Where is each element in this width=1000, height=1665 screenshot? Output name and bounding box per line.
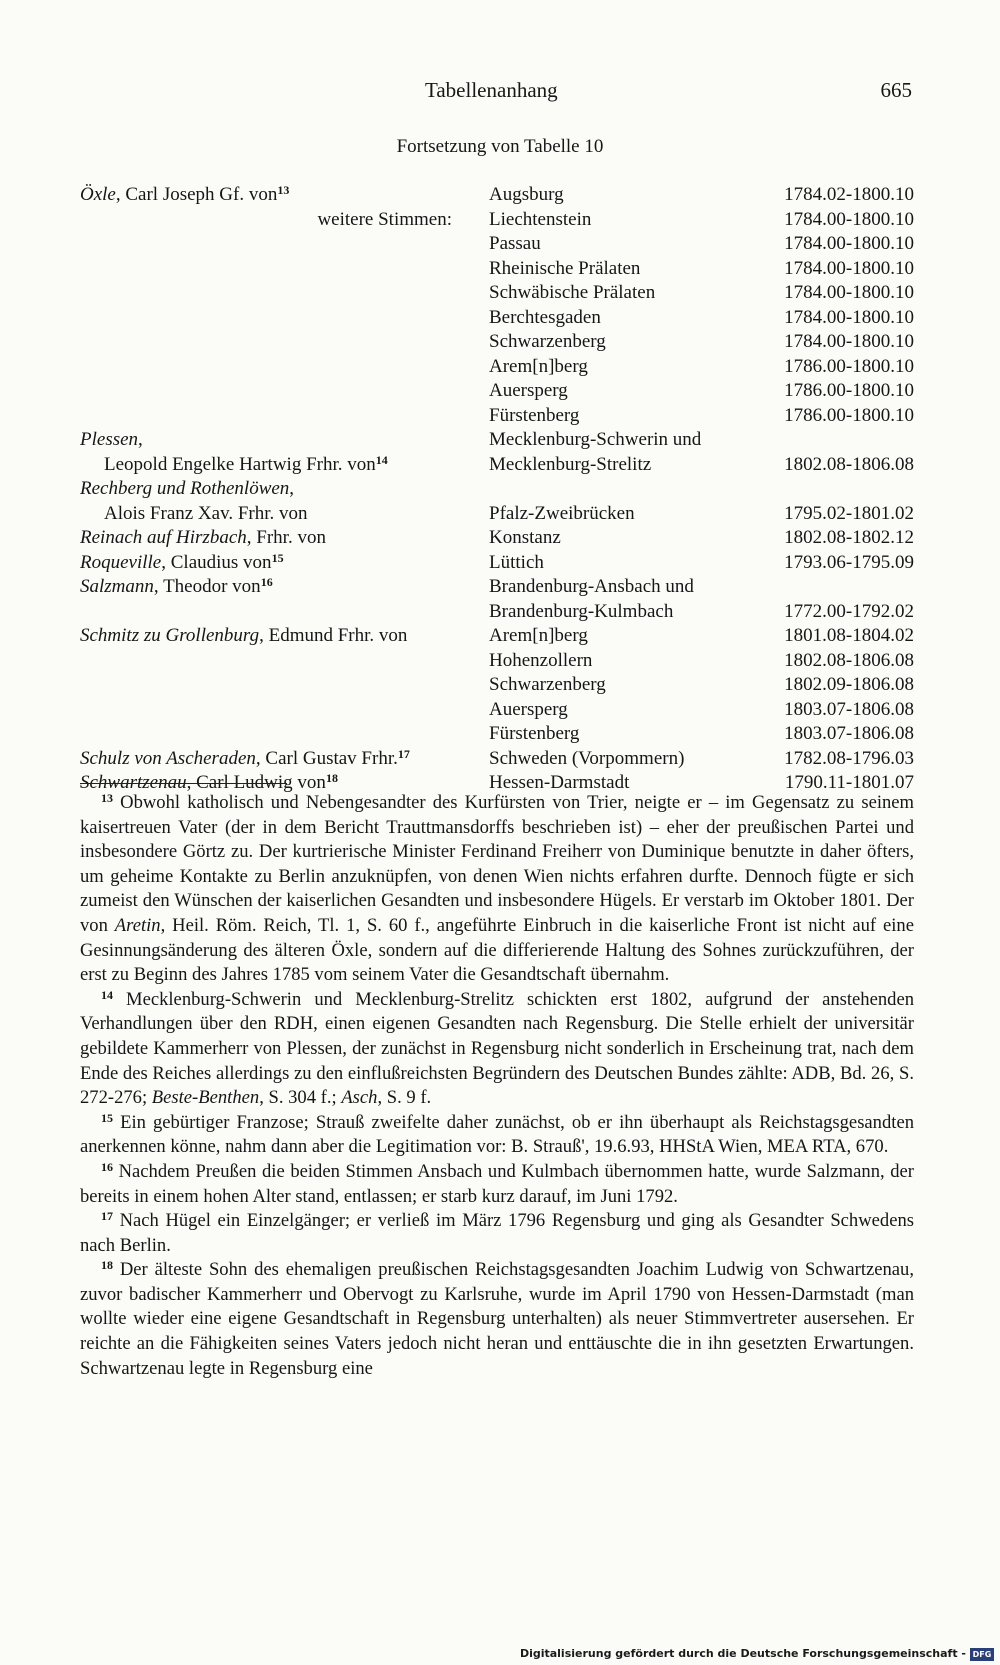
vote-territory: Auersperg: [489, 380, 568, 401]
tenure-dates: 1784.00-1800.10: [784, 282, 914, 303]
table-row: [0, 232, 1000, 257]
tenure-dates: 1784.00-1800.10: [784, 331, 914, 352]
tenure-dates: 1793.06-1795.09: [784, 551, 914, 573]
tenure-dates: 1802.08-1802.12: [784, 527, 914, 548]
vote-territory: Pfalz-Zweibrücken: [489, 502, 635, 524]
table-row: [0, 330, 1000, 355]
table-row: [0, 208, 1000, 233]
dfg-logo-icon[interactable]: DFG: [970, 1648, 994, 1661]
vote-territory: Arem[n]berg: [489, 355, 588, 377]
vote-territory: Brandenburg-Kulmbach: [489, 600, 674, 622]
footnote: $^{16}$ Nachdem Preußen die beiden Stimmen Ansbach und Kulmbach übernommen hatte, wurde Salzmann, der bereits in einem hohen Alter stand, entlassen; er starb kurz darauf, im Juni 1792.: [80, 1159, 914, 1207]
table-row: [0, 673, 1000, 698]
envoy-name: Schulz von Ascheraden, Carl Gustav Frhr.$^{17}$: [80, 746, 410, 769]
vote-territory: Mecklenburg-Schwerin und: [489, 429, 702, 450]
envoy-name: Salzmann, Theodor von$^{16}$: [80, 575, 273, 597]
table-row: [0, 257, 1000, 282]
table-row: [0, 649, 1000, 674]
tenure-dates: 1790.11-1801.07: [784, 772, 914, 793]
footnotes: [80, 791, 914, 1381]
tenure-dates: 1795.02-1801.02: [784, 502, 914, 524]
vote-territory: Augsburg: [489, 184, 564, 205]
envoy-name: Roqueville, Claudius von$^{15}$: [80, 550, 284, 573]
tenure-dates: 1802.08-1806.08: [784, 453, 914, 475]
tenure-dates: 1784.00-1800.10: [784, 233, 914, 254]
envoy-name: Plessen,: [80, 429, 143, 450]
footnote: $^{13}$ Obwohl katholisch und Nebengesandter des Kurfürsten von Trier, neigte er – im Gegensatz zu seinem kaisertreuen Vater (der in dem Bericht Trauttmansdorffs beschrieben ist) – eher der preußischen Partei und insbesondere Görtz zu. Der kurtrierische Minister Ferdinand Freiherr von Duminique benutzte in daher öfters, um geheime Kontakte zu Berlin anzuknüpfen, von denen Wien nichts erfahren durfte. Dennoch fügte er sich zumeist den Wünschen der kaiserlichen Gesandten und insbesondere Hügels. Er verstarb im Oktober 1801. Der von Aretin, Heil. Röm. Reich, Tl. 1, S. 60 f., angeführte Einbruch in die kaiserliche Front ist nicht auf eine Gesinnungsänderung des älteren Öxle, sondern auf die differierende Haltung des Sohnes zurückzuführen, der erst zu Beginn des Jahres 1785 vom seinem Vater die Gesandtschaft übernahm.: [80, 791, 914, 986]
tenure-dates: 1802.08-1806.08: [784, 649, 914, 671]
vote-territory: Fürstenberg: [489, 404, 580, 426]
footnote: $^{17}$ Nach Hügel ein Einzelgänger; er verließ im März 1796 Regensburg und ging als Gesandter Schwedens nach Berlin.: [80, 1209, 914, 1256]
tenure-dates: 1784.02-1800.10: [784, 184, 914, 205]
table-row: [0, 404, 1000, 429]
table-row: [0, 355, 1000, 380]
vote-territory: Hohenzollern: [489, 649, 593, 671]
vote-territory: Brandenburg-Ansbach und: [489, 576, 694, 597]
page-header: [0, 78, 1000, 108]
vote-territory: Passau: [489, 233, 541, 254]
table-row: [0, 722, 1000, 747]
envoy-table: [0, 183, 1000, 796]
vote-territory: Auersperg: [489, 698, 568, 720]
vote-territory: Konstanz: [489, 527, 561, 548]
tenure-dates: 1803.07-1806.08: [784, 723, 914, 744]
footnote: $^{18}$ Der älteste Sohn des ehemaligen preußischen Reichstagsgesandten Joachim Ludwig von Schwartzenau, zuvor badischer Kammerherr und Obervogt zu Karlsruhe, wurde im April 1790 von Hessen-Darmstadt (man wollte wieder eine eigene Gesandtschaft in Regensburg unterhalten) als neuer Stimmvertreter ausersehen. Er reichte an die Fähigkeiten seines Vaters jedoch nicht heran und enttäuschte die in ihn gesetzten Erwartungen. Schwartzenau legte in Regensburg eine: [80, 1258, 914, 1379]
envoy-name: Rechberg und Rothenlöwen,: [80, 478, 295, 499]
tenure-dates: 1772.00-1792.02: [784, 600, 914, 622]
vote-territory: Mecklenburg-Strelitz: [489, 453, 652, 475]
footnote-separator: [80, 783, 287, 784]
vote-territory: Schweden (Vorpommern): [489, 747, 685, 769]
table-row: [0, 502, 1000, 527]
footnote: $^{14}$ Mecklenburg-Schwerin und Mecklenburg-Strelitz schickten erst 1802, aufgrund der anstehenden Verhandlungen über den RDH, einen eigenen Gesandten nach Regensburg. Die Stelle erhielt der universitär gebildete Kammerherr von Plessen, der zunächst in Regensburg nicht sonderlich in Erscheinung trat, nach dem Ende des Reiches allerdings zu den einflußreichsten Begründern des Deutschen Bundes zählte: ADB, Bd. 26, S. 272-276; Beste-Benthen, S. 304 f.; Asch, S. 9 f.: [80, 987, 914, 1109]
tenure-dates: 1803.07-1806.08: [784, 698, 914, 720]
tenure-dates: 1784.00-1800.10: [784, 208, 914, 230]
vote-territory: Schwäbische Prälaten: [489, 282, 656, 303]
vote-territory: Arem[n]berg: [489, 625, 588, 646]
envoy-name: Reinach auf Hirzbach, Frhr. von: [80, 527, 326, 548]
table-row: [0, 306, 1000, 331]
tenure-dates: 1786.00-1800.10: [784, 380, 914, 401]
vote-territory: Liechtenstein: [489, 208, 592, 230]
envoy-name: Leopold Engelke Hartwig Frhr. von$^{14}$: [104, 452, 388, 475]
vote-territory: Rheinische Prälaten: [489, 257, 641, 279]
vote-territory: Schwarzenberg: [489, 674, 606, 695]
footnote: $^{15}$ Ein gebürtiger Franzose; Strauß zweifelte daher zunächst, ob er ihn überhaupt als Reichstagsgesandten anerkennen könne, nahm dann aber die Legitimation vor: B. Strauß', 19.6.93, HHStA Wien, MEA RTA, 670.: [80, 1110, 914, 1158]
table-row: [0, 183, 1000, 208]
table-row: [0, 453, 1000, 478]
envoy-name: Öxle, Carl Joseph Gf. von$^{13}$: [80, 183, 290, 205]
table-row: [0, 575, 1000, 600]
page-number: 665: [880, 78, 912, 102]
digitization-footer: [0, 1641, 1000, 1665]
tenure-dates: 1802.09-1806.08: [784, 674, 914, 695]
envoy-name: Schmitz zu Grollenburg, Edmund Frhr. von: [80, 625, 408, 646]
table-row: [0, 624, 1000, 649]
vote-territory: Fürstenberg: [489, 723, 580, 744]
envoy-name: Alois Franz Xav. Frhr. von: [104, 502, 308, 524]
envoy-name: weitere Stimmen:: [317, 208, 452, 230]
footer-credit[interactable]: Digitalisierung gefördert durch die Deutsche Forschungsgemeinschaft -: [519, 1647, 966, 1660]
table-row: [0, 551, 1000, 576]
table-row: [0, 600, 1000, 625]
vote-territory: Berchtesgaden: [489, 306, 601, 328]
tenure-dates: 1801.08-1804.02: [784, 625, 914, 646]
tenure-dates: 1784.00-1800.10: [784, 306, 914, 328]
vote-territory: Lüttich: [489, 551, 544, 573]
table-row: [0, 428, 1000, 453]
table-row: [0, 747, 1000, 772]
table-caption: Fortsetzung von Tabelle 10: [396, 136, 604, 157]
vote-territory: Hessen-Darmstadt: [489, 772, 630, 793]
table-row: [0, 698, 1000, 723]
tenure-dates: 1782.08-1796.03: [784, 747, 914, 769]
table-row: [0, 477, 1000, 502]
envoy-name: Schwartzenau, Carl Ludwig von$^{18}$: [80, 771, 338, 793]
table-row: [0, 379, 1000, 404]
running-head: Tabellenanhang: [425, 78, 558, 102]
table-row: [0, 281, 1000, 306]
tenure-dates: 1786.00-1800.10: [784, 404, 914, 426]
tenure-dates: 1786.00-1800.10: [784, 355, 914, 377]
table-row: [0, 526, 1000, 551]
vote-territory: Schwarzenberg: [489, 331, 606, 352]
tenure-dates: 1784.00-1800.10: [784, 257, 914, 279]
